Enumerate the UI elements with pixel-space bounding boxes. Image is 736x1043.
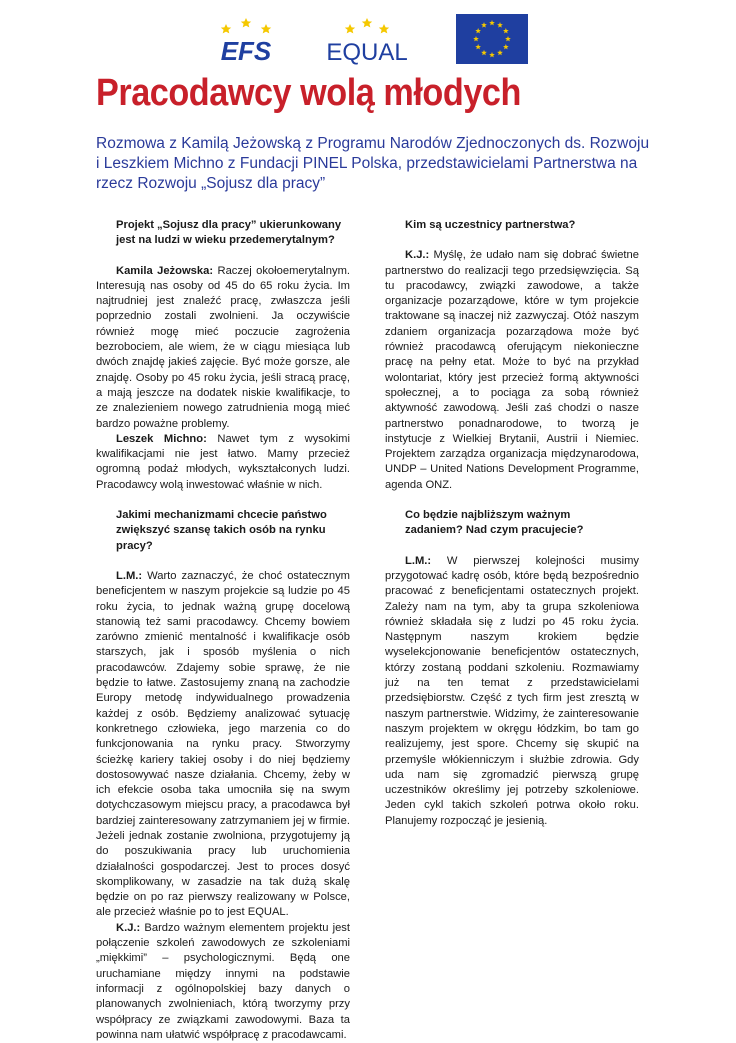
- answer-text: Warto zaznaczyć, że choć ostatecznym beneficjentem w naszym projekcie są ludzie po 45 roku życia, to jednak ważną grupę docelową stanowią też sami pracodawcy. Chcemy bowiem zarówno zmienić mentalność i kwalifikacje osób starszych, jak i sposób myślenia o nich pracodawców. Zdajemy sobie sprawę, że nie będzie to łatwe. Zastosujemy znaną na zachodzie Europy metodę indywidualnego prowadzenia każdej z osób. Będziemy analizować sytuację konkretnego człowieka, jego marzenia co do funkcjonowania na rynku pracy. Stworzymy ścieżkę kariery takiej osoby i do niej będziemy dostosowywać nasze działania. Chcemy, żeby w ich efekcie osoba taka umocniła się na swym dotychczasowym miejscu pracy, a pracodawca był bardziej zainteresowany zatrzymaniem jej w firmie. Jeżeli jednak zostanie zwolniona, przygotujemy ją do poszukiwania pracy lub uruchomienia działalności gospodarczej. Jest to proces dosyć skomplikowany, w zasadzie na tak dużą skalę będzie on po raz pierwszy realizowany w Polsce, ale przecież właśnie po to jest EQUAL.: [96, 569, 350, 919]
- right-column: [385, 218, 639, 829]
- answer-text: Nawet tym z wysokimi kwalifikacjami nie jest łatwo. Mamy przecież ogromną podaż młodych, wykształconych ludzi. Pracodawcy wolą inwestować właśnie w nich.: [96, 432, 350, 491]
- speaker-label: L.M.:: [116, 569, 143, 582]
- svg-text:EFS: EFS: [220, 36, 272, 66]
- answer-text: Bardzo ważnym elementem projektu jest połączenie szkoleń zawodowych ze szkoleniami „miękkimi” – psychologicznymi. Będą one uruchamiane między innymi na podstawie informacji z ogólnopolskiej bazy danych o planowanych zwolnieniach, którą tworzymy przy współpracy ze związkami zawodowymi. Baza ta powinna nam ułatwić współpracę z pracodawcami.: [96, 921, 350, 1041]
- question-1: Projekt „Sojusz dla pracy” ukierunkowany jest na ludzi w wieku przedemerytalnym?: [116, 219, 342, 247]
- left-column: [96, 218, 350, 1043]
- answer-6: [385, 554, 639, 829]
- speaker-label: K.J.:: [405, 249, 430, 262]
- answer-1: [96, 264, 350, 432]
- speaker-label: K.J.:: [116, 921, 141, 934]
- question-3: Kim są uczestnicy partnerstwa?: [405, 219, 576, 231]
- answer-text: Raczej okołoemerytalnym. Interesują nas osoby od 45 do 65 roku życia. Im najtrudniej jest znaleźć pracę, zwłaszcza jeśli poprzednio zostali zwolnieni. Ja oczywiście również mogę mieć poczucie zagrożenia bezrobociem, ale wiem, że w ciągu miesiąca lub dwóch znajdę jakieś zajęcie. Być może gorsze, ale znajdę. Osoby po 45 roku życia, jeśli stracą pracę, a mają jeszcze na dodatek niskie kwalifikacje, to ze znalezieniem nowego zatrudnienia mogą mieć bardzo poważne problemy.: [96, 264, 350, 430]
- answer-text: W pierwszej kolejności musimy przygotować kadrę osób, które będą bezpośrednio pracować z beneficjentami ostatecznych projekt. Zależy nam na tym, aby ta grupa szkoleniowa również składała się z ludzi po 45 roku życia. Następnym naszym krokiem będzie wyselekcjonowanie beneficjentów ostatecznych, którzy zostaną poddani szkoleniu. Rozmawiamy już na ten temat z przedstawicielami przedsiębiorstw. Część z tych firm jest zresztą w naszym partnerstwie. Widzimy, że zainteresowanie naszym projektem w okręgu łódzkim, bo tam go realizujemy, jest spore. Chcemy się skupić na przemyśle włókienniczym i służbie zdrowia. Gdy uda nam się zgromadzić pierwszą grupę uczestników określimy jej potrzeby szkoleniowe. Jeden cykl takich szkoleń potrwa około roku. Planujemy rozpocząć je jesienią.: [385, 554, 639, 827]
- speaker-label: Leszek Michno:: [116, 432, 207, 445]
- answer-4: [96, 921, 350, 1043]
- svg-text:EQUAL: EQUAL: [326, 39, 408, 66]
- speaker-label: Kamila Jeżowska:: [116, 264, 214, 277]
- answer-text: Myślę, że udało nam się dobrać świetne partnerstwo do realizacji tego przedsięwzięcia. Są tu pracodawcy, związki zawodowe, a także organizacje pozarządowe, które w tym projekcie traktowane są inaczej niż zazwyczaj. Otóż naszym zdaniem organizacja pozarządowa może być również pracodawcą oferującym niekonieczne pracę na pełny etat. Może to być na przykład wolontariat, który jest przecież formą aktywności społecznej, a to pociąga za sobą również aktywność zawodową. Jeśli zaś chodzi o nasze partnerstwo ponadnarodowe, to tworzą je instytucje z Wielkiej Brytanii, Austrii i Niemiec. Projektem zarządza organizacja międzynarodowa, UNDP – United Nations Development Programme, agenda ONZ.: [385, 249, 639, 491]
- efs-logo: [208, 14, 284, 66]
- question-2: Jakimi mechanizmami chcecie państwo zwiększyć szansę takich osób na rynku pracy?: [116, 509, 327, 552]
- article-title: Pracodawcy wolą młodych: [96, 72, 521, 114]
- article-lead: Rozmowa z Kamilą Jeżowską z Programu Narodów Zjednoczonych ds. Rozwoju i Leszkiem Michno z Fundacji PINEL Polska, przedstawicielami Partnerstwa na rzecz Rozwoju „Sojusz dla pracy”: [96, 135, 650, 192]
- answer-3: [96, 569, 350, 921]
- question-4: Co będzie najbliższym ważnym zadaniem? Nad czym pracujecie?: [405, 509, 584, 537]
- logo-bar: [0, 12, 736, 68]
- speaker-label: L.M.:: [405, 554, 432, 567]
- answer-5: [385, 248, 639, 493]
- equal-logo: [316, 14, 418, 66]
- eu-flag-icon: [456, 14, 528, 64]
- answer-2: [96, 432, 350, 493]
